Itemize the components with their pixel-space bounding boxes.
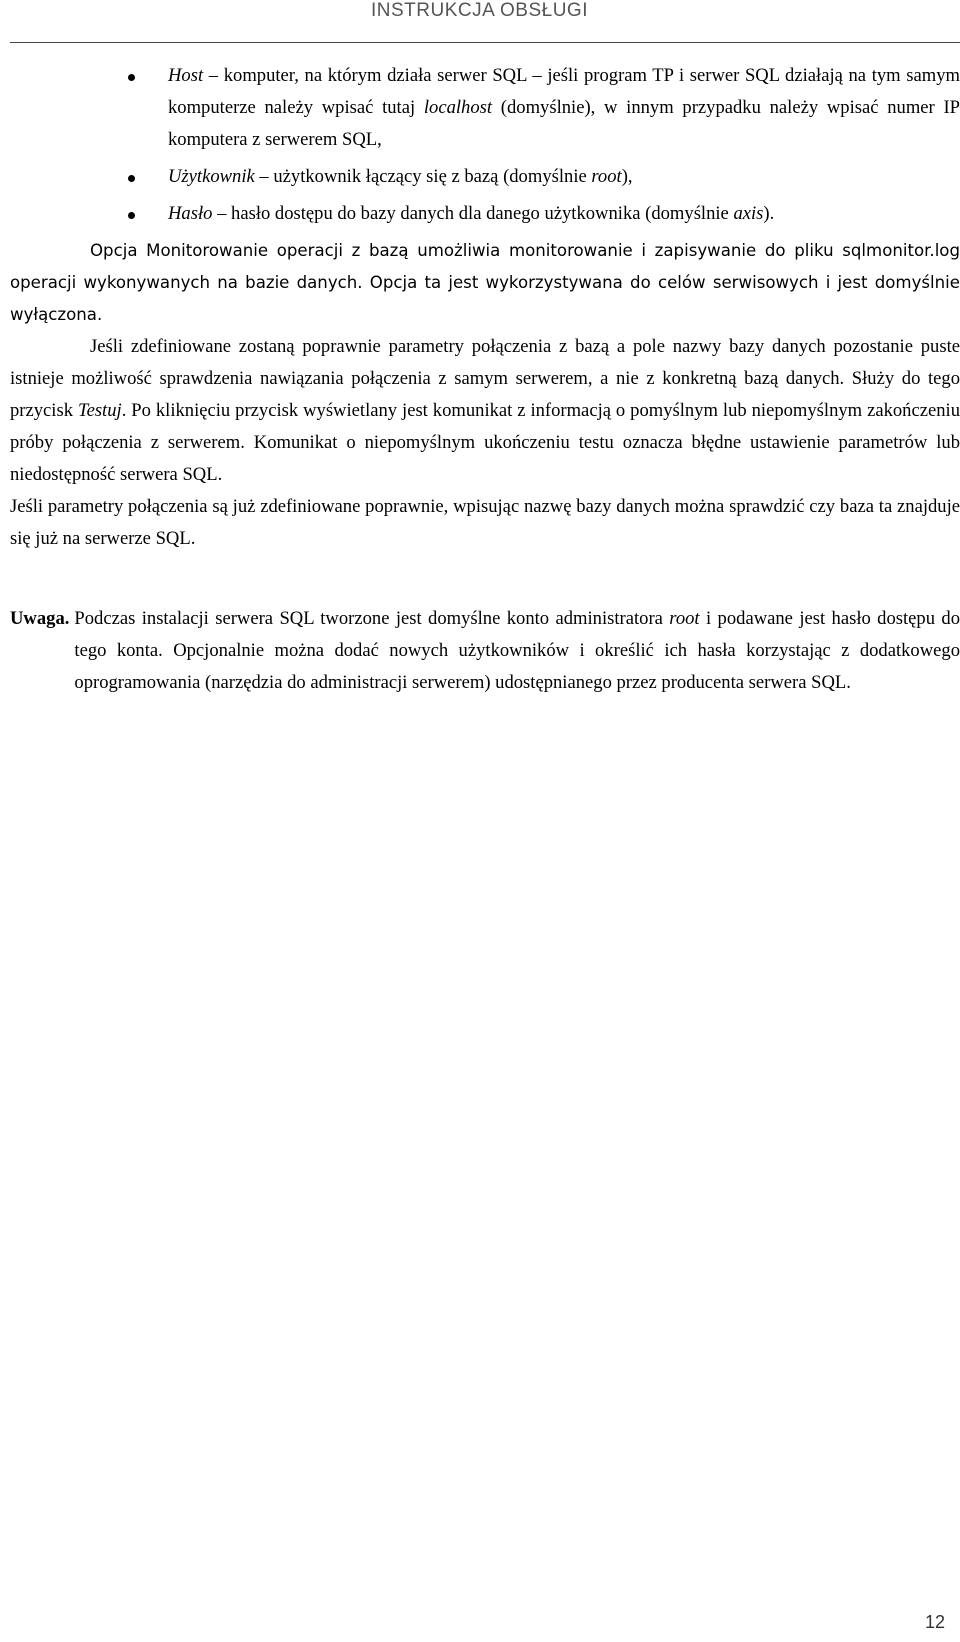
test-paragraph xyxy=(10,331,960,491)
text-user-2: ), xyxy=(621,166,633,187)
list-item-host xyxy=(10,60,960,156)
text-host-2: (domyślnie), w innym przypadku należy wpisać numer IP komputera z serwerem SQL, xyxy=(168,97,960,150)
header-title: INSTRUKCJA OBSŁUGI xyxy=(371,0,588,21)
test-text-2: . Po kliknięciu przycisk wyświetlany jest komunikat z informacją o pomyślnym lub niepomyślnym zakończeniu próby połączenia z serwerem. Komunikat o niepomyślnym ukończeniu testu oznacza błędne ustawienie parametrów lub niedostępność serwera SQL. xyxy=(10,400,960,485)
note-account: root xyxy=(669,608,700,629)
note-text-2: i podawane jest hasło dostępu do tego konta. Opcjonalnie można dodać nowych użytkowników i określić ich hasła korzystając z dodatkowego oprogramowania (narzędzia do administracji serwerem) udostępnianego przez producenta serwera SQL. xyxy=(74,608,960,693)
bullet-icon xyxy=(128,74,135,81)
document-body xyxy=(10,60,960,699)
note-body xyxy=(74,603,960,699)
term-host: Host xyxy=(168,65,204,86)
text-password-1: – hasło dostępu do bazy danych dla danego użytkownika (domyślnie xyxy=(212,203,734,224)
text-password-2: ). xyxy=(763,203,775,224)
value-localhost: localhost xyxy=(423,97,493,118)
test-text-1: Jeśli zdefiniowane zostaną poprawnie parametry połączenia z bazą a pole nazwy bazy danych pozostanie puste istnieje możliwość sprawdzenia nawiązania połączenia z samym serwerem, a nie z konkretną bazą danych. Służy do tego przycisk xyxy=(10,336,960,421)
text-user-1: – użytkownik łączący się z bazą (domyślnie xyxy=(254,166,592,187)
page-header xyxy=(0,0,960,44)
term-password: Hasło xyxy=(168,203,213,224)
text-host-1: – komputer, na którym działa serwer SQL – jeśli program TP i serwer SQL działają na tym samym komputerze należy wpisać tutaj xyxy=(168,65,960,118)
note xyxy=(10,603,960,699)
page-number: 12 xyxy=(924,1612,945,1632)
test-button-name: Testuj xyxy=(77,400,122,421)
bullet-icon xyxy=(128,212,135,219)
list-item-user xyxy=(10,161,960,193)
value-axis: axis xyxy=(733,203,764,224)
value-root: root xyxy=(591,166,622,187)
note-label: Uwaga. xyxy=(10,608,70,629)
parameter-list xyxy=(10,60,960,230)
header-rule xyxy=(10,42,960,43)
bullet-icon xyxy=(128,175,135,182)
term-user: Użytkownik xyxy=(168,166,255,187)
note-text-1: Podczas instalacji serwera SQL tworzone jest domyślne konto administratora xyxy=(74,608,670,629)
list-item-password xyxy=(10,198,960,230)
db-paragraph: Jeśli parametry połączenia są już zdefiniowane poprawnie, wpisując nazwę bazy danych można sprawdzić czy baza ta znajduje się już na serwerze SQL. xyxy=(10,496,960,549)
monitor-paragraph: Opcja Monitorowanie operacji z bazą umożliwia monitorowanie i zapisywanie do pliku sqlmonitor.log operacji wykonywanych na bazie danych. Opcja ta jest wykorzystywana do celów serwisowych i jest domyślnie wyłączona. xyxy=(10,241,960,324)
